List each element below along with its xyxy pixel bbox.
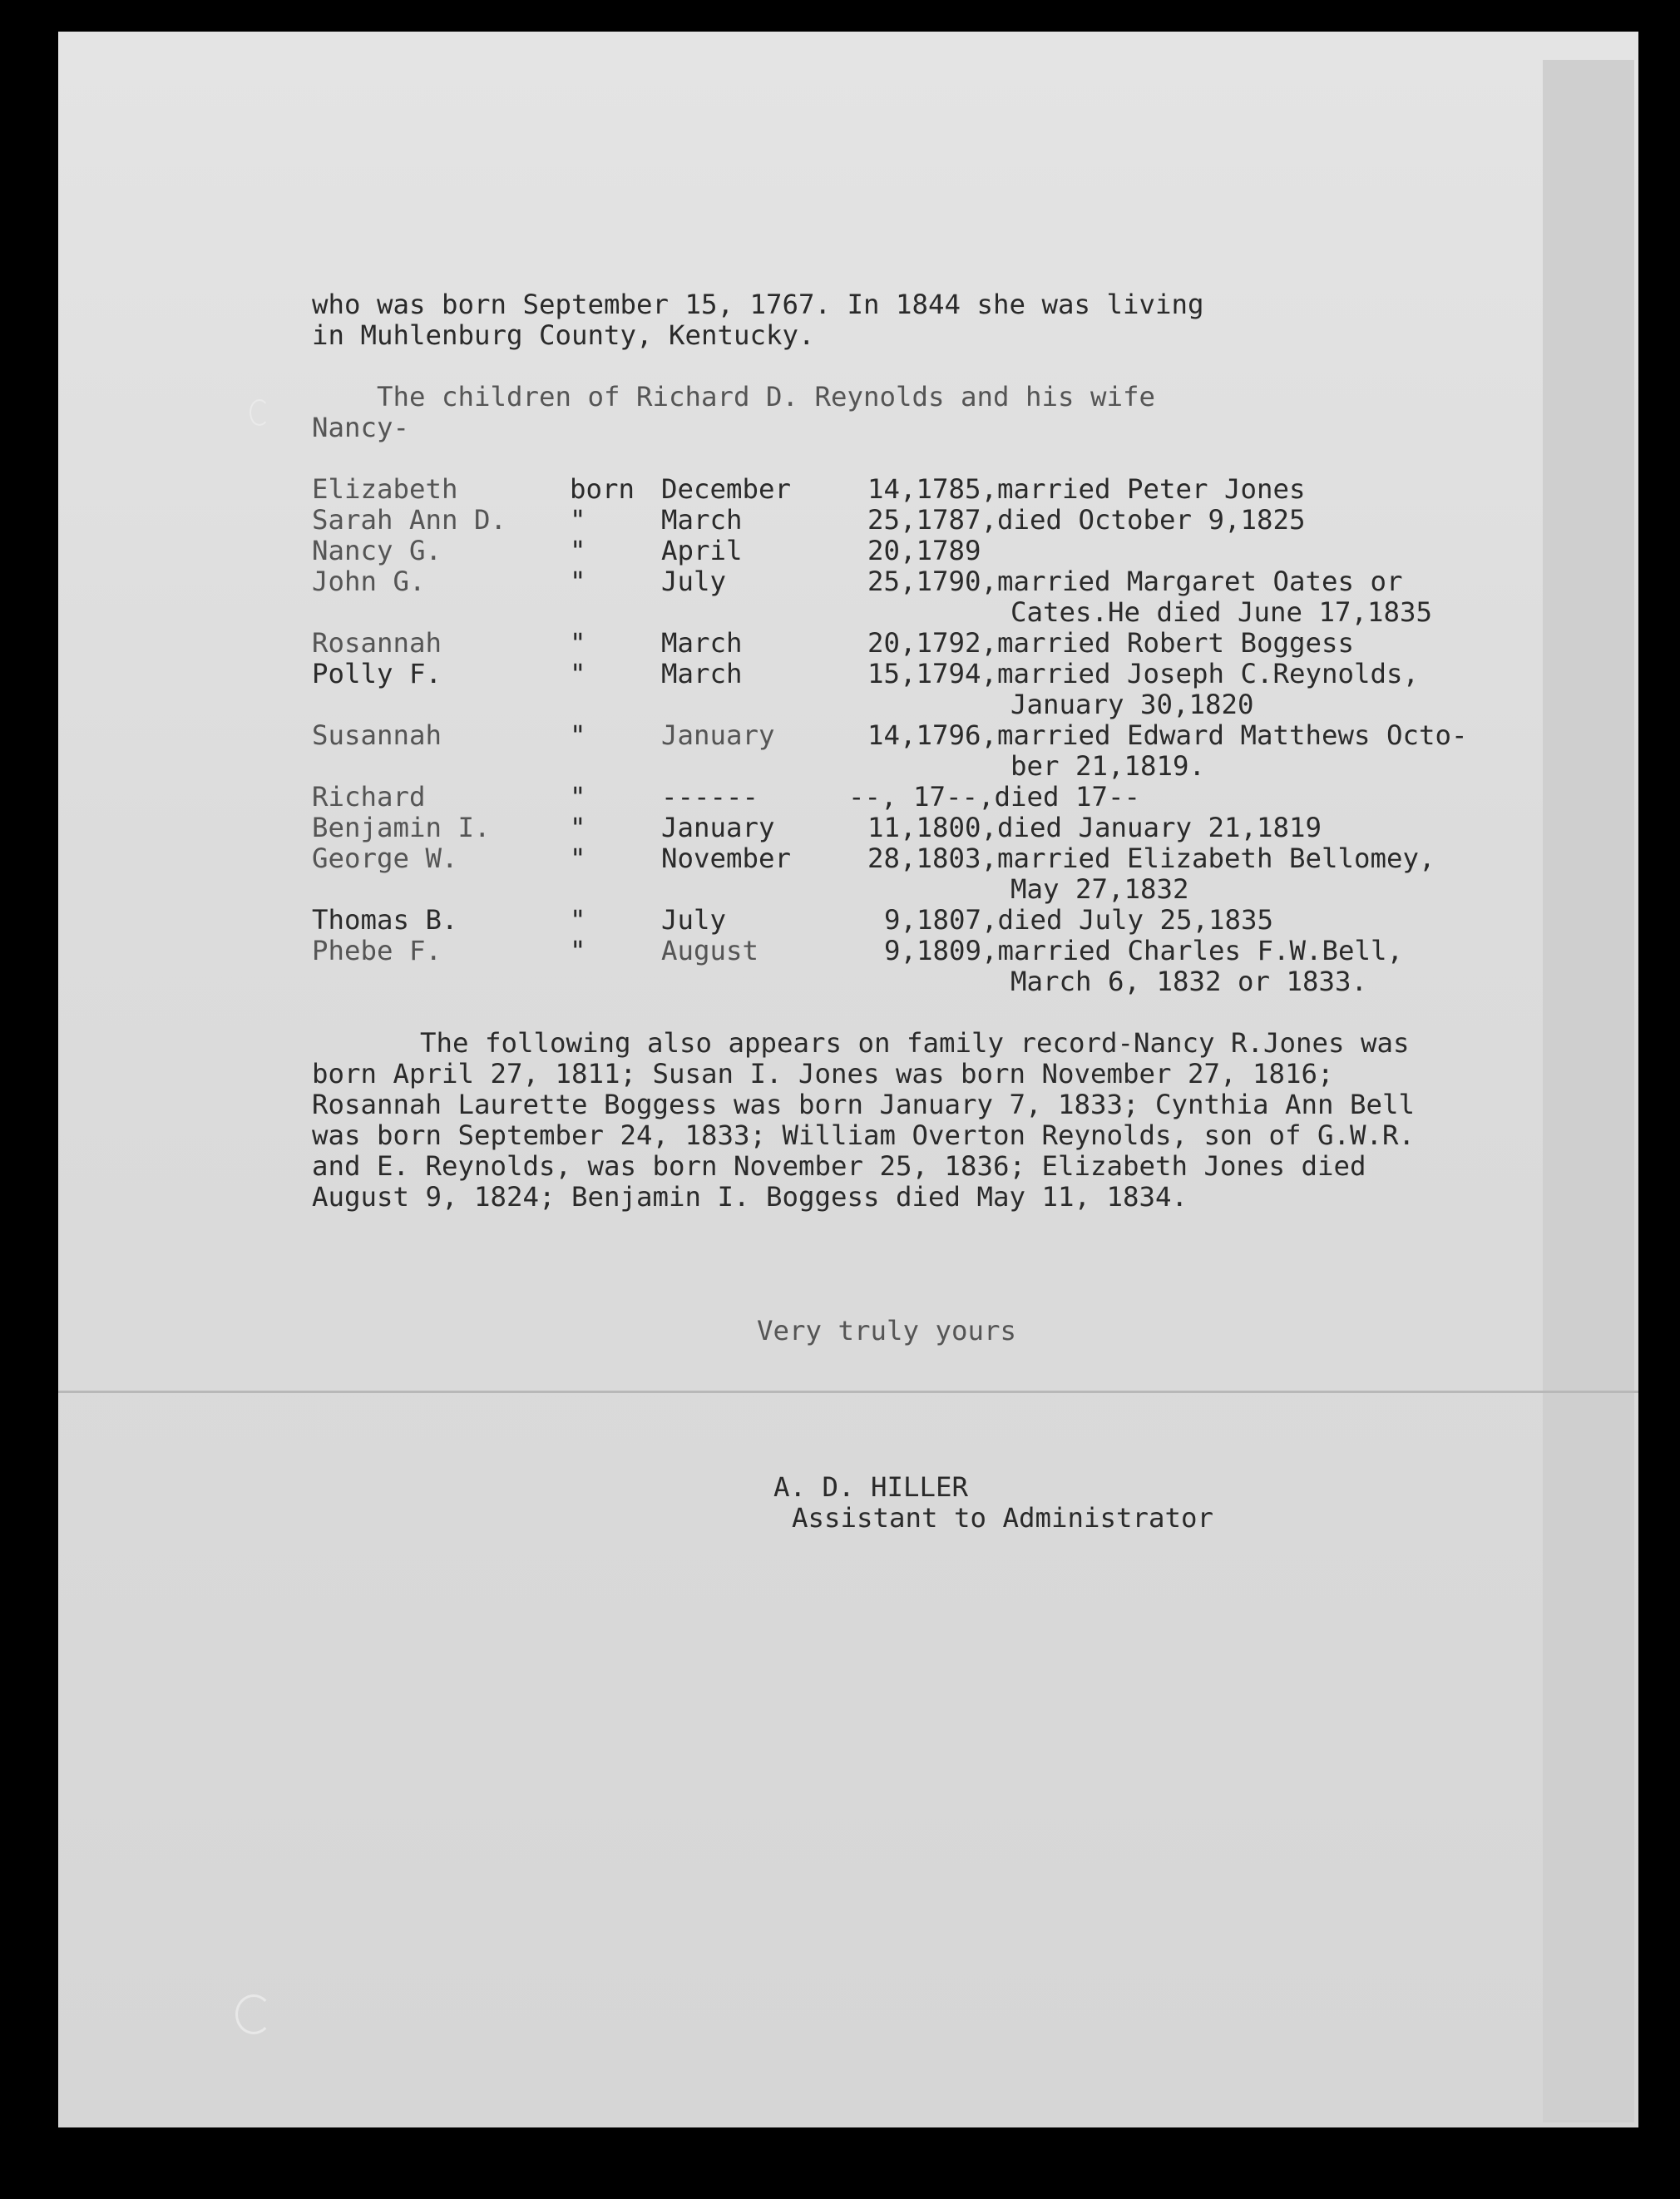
child-born: " xyxy=(570,781,586,813)
child-name: Phebe F. xyxy=(312,935,442,966)
fold-line xyxy=(58,1391,1638,1393)
child-month: March xyxy=(661,658,743,689)
child-born: " xyxy=(570,627,586,659)
child-date-note: 28,1803,married Elizabeth Bellomey, xyxy=(867,843,1435,874)
child-row xyxy=(312,536,1609,566)
child-date-note: --, 17--,died 17-- xyxy=(848,781,1141,813)
child-note-continued: May 27,1832 xyxy=(1010,873,1189,905)
child-born: " xyxy=(570,935,586,966)
child-date-note: 25,1790,married Margaret Oates or xyxy=(867,566,1403,597)
child-month: August xyxy=(661,935,759,966)
child-note-continued: January 30,1820 xyxy=(1010,689,1254,720)
letter-body xyxy=(312,289,1609,1213)
child-name: Elizabeth xyxy=(312,473,458,505)
child-row xyxy=(312,659,1609,689)
child-name: Richard xyxy=(312,781,426,813)
child-date-note: 11,1800,died January 21,1819 xyxy=(867,812,1322,843)
signature-name: A. D. HILLER xyxy=(773,1471,969,1503)
stray-mark xyxy=(235,1994,272,2034)
child-date-note: 14,1785,married Peter Jones xyxy=(867,473,1306,505)
child-name: George W. xyxy=(312,843,458,874)
child-date-note: 20,1792,married Robert Boggess xyxy=(867,627,1355,659)
children-list xyxy=(312,474,1609,997)
child-name: Thomas B. xyxy=(312,904,458,936)
child-note-continued: Cates.He died June 17,1835 xyxy=(1010,596,1433,628)
opening-line-1: who was born September 15, 1767. In 1844 she was living xyxy=(312,289,1204,320)
opening-line-2: in Muhlenburg County, Kentucky. xyxy=(312,319,815,351)
intro-line-2: Nancy- xyxy=(312,412,410,443)
family-record-paragraph: The following also appears on family record-Nancy R.Jones was born April 27, 1811; Susan I. Jones was born November 27, 1816; Rosannah Laurette Boggess was born January 7, 1833; Cynthia Ann Bell was born September 24, 1833; William Overton Reynolds, son of G.W.R. and E. Reynolds, was born November 25, 1836; Elizabeth Jones died August 9, 1824; Benjamin I. Boggess died May 11, 1834. xyxy=(312,1027,1416,1213)
child-name: Rosannah xyxy=(312,627,442,659)
child-date-note: 15,1794,married Joseph C.Reynolds, xyxy=(867,658,1420,689)
child-born: " xyxy=(570,566,586,597)
stray-mark xyxy=(250,399,269,426)
child-month: ------ xyxy=(661,781,759,813)
child-row xyxy=(312,474,1609,505)
signature-title: Assistant to Administrator xyxy=(792,1502,1214,1534)
child-row xyxy=(312,843,1609,874)
child-name: Benjamin I. xyxy=(312,812,491,843)
child-date-note: 20,1789 xyxy=(867,535,981,566)
child-name: Nancy G. xyxy=(312,535,442,566)
child-date-note: 14,1796,married Edward Matthews Octo- xyxy=(867,719,1468,751)
child-date-note: 9,1807,died July 25,1835 xyxy=(884,904,1274,936)
child-row xyxy=(312,936,1609,966)
child-born: born xyxy=(570,473,635,505)
child-row xyxy=(312,813,1609,843)
child-born: " xyxy=(570,535,586,566)
closing: Very truly yours xyxy=(757,1315,1017,1347)
child-row xyxy=(312,505,1609,536)
child-date-note: 25,1787,died October 9,1825 xyxy=(867,504,1306,536)
child-name: Polly F. xyxy=(312,658,442,689)
child-name: John G. xyxy=(312,566,426,597)
child-name: Sarah Ann D. xyxy=(312,504,507,536)
child-note-continued: March 6, 1832 or 1833. xyxy=(1010,966,1368,997)
intro-line-1: The children of Richard D. Reynolds and his wife xyxy=(377,381,1156,413)
child-month: March xyxy=(661,627,743,659)
child-month: March xyxy=(661,504,743,536)
child-month: April xyxy=(661,535,743,566)
child-month: July xyxy=(661,904,727,936)
child-note-continued: ber 21,1819. xyxy=(1010,750,1206,782)
child-row xyxy=(312,628,1609,659)
child-date-note: 9,1809,married Charles F.W.Bell, xyxy=(884,935,1404,966)
child-born: " xyxy=(570,904,586,936)
child-month: November xyxy=(661,843,792,874)
child-month: December xyxy=(661,473,792,505)
child-month: July xyxy=(661,566,727,597)
child-born: " xyxy=(570,812,586,843)
child-born: " xyxy=(570,843,586,874)
child-row xyxy=(312,905,1609,936)
child-month: January xyxy=(661,812,775,843)
child-row xyxy=(312,566,1609,597)
child-month: January xyxy=(661,719,775,751)
child-born: " xyxy=(570,504,586,536)
child-row xyxy=(312,720,1609,751)
child-name: Susannah xyxy=(312,719,442,751)
child-born: " xyxy=(570,658,586,689)
child-row xyxy=(312,782,1609,813)
child-born: " xyxy=(570,719,586,751)
